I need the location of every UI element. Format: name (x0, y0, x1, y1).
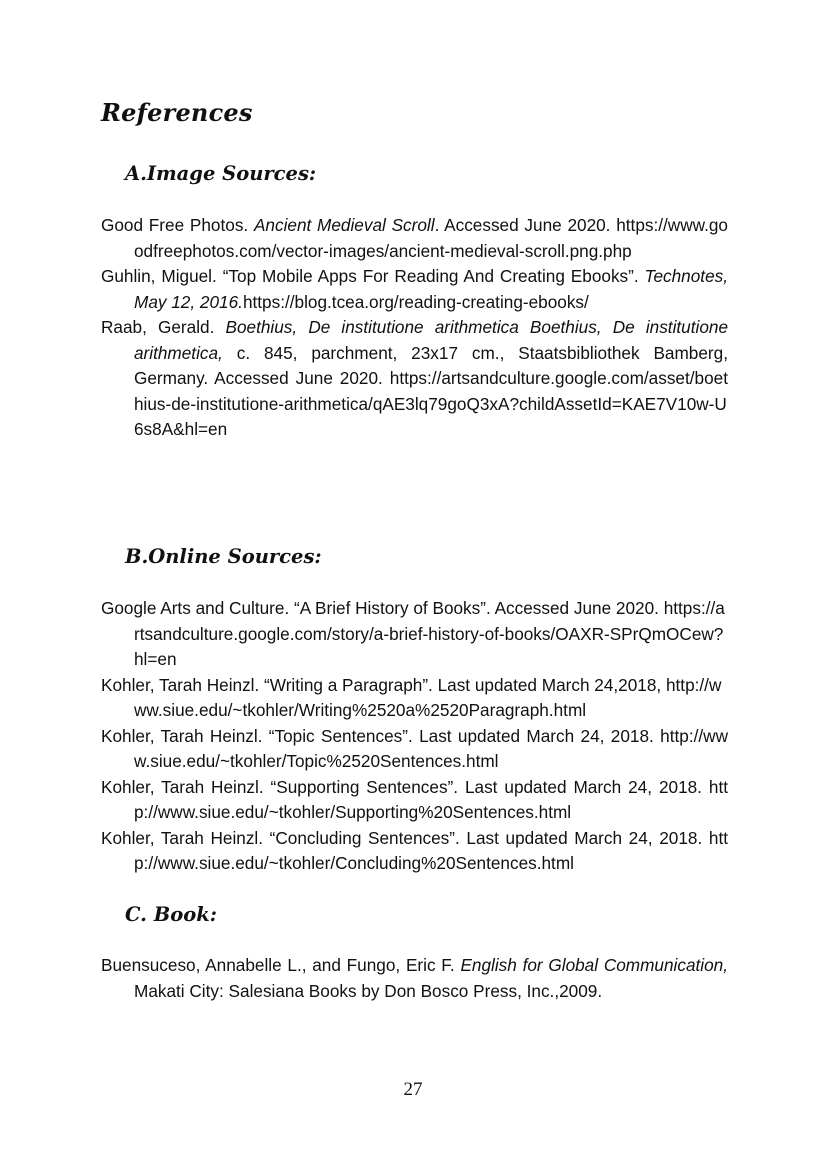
page-number: 27 (403, 1079, 423, 1100)
page-title: References (101, 98, 253, 127)
section-heading-online-sources: B.Online Sources: (125, 545, 322, 568)
reference-url[interactable]: http://www.siue.edu/~tkohler/Concluding%20Sentences.html (134, 827, 728, 873)
reference-entry: Google Arts and Culture. “A Brief History of Books”. Accessed June 2020. https://artsandculture.google.com/story/a-brief-history-of-books/OAXR-SPrQmOCew?hl=en (101, 598, 725, 669)
reference-url[interactable]: https://blog.tcea.org/reading-creating-ebooks/ (242, 291, 589, 312)
reference-entry: Raab, Gerald. Boethius, De institutione arithmetica Boethius, De institutione arithmetica, c. 845, parchment, 23x17 cm., Staatsbibliothek Bamberg, Germany. Accessed June 2020. https://artsandculture.google.com/asset/boethius-de-institutione-arithmetica/qAE3lq79goQ3xA?childAssetId=KAE7V10w-U6s8A&hl=en (101, 317, 728, 439)
section-heading-book: C. Book: (125, 903, 217, 926)
section-heading-image-sources: A.Image Sources: (125, 162, 317, 185)
reference-list-image-sources (101, 213, 728, 443)
reference-entry: Guhlin, Miguel. “Top Mobile Apps For Reading And Creating Ebooks”. Technotes, May 12, 2016.https://blog.tcea.org/reading-creating-ebooks/ (101, 266, 728, 312)
reference-list-book (101, 953, 728, 1004)
reference-entry: Kohler, Tarah Heinzl. “Concluding Sentences”. Last updated March 24, 2018. http://www.siue.edu/~tkohler/Concluding%20Sentences.html (101, 827, 728, 873)
reference-url[interactable]: http://www.siue.edu/~tkohler/Supporting%20Sentences.html (134, 776, 728, 822)
reference-url[interactable]: https://artsandculture.google.com/story/a-brief-history-of-books/OAXR-SPrQmOCew?hl=en (134, 598, 725, 669)
reference-entry: Kohler, Tarah Heinzl. “Writing a Paragraph”. Last updated March 24,2018, http://www.siue.edu/~tkohler/Writing%2520a%2520Paragraph.html (101, 674, 722, 720)
reference-url[interactable]: https://www.goodfreephotos.com/vector-images/ancient-medieval-scroll.png.php (134, 215, 728, 261)
reference-entry: Buensuceso, Annabelle L., and Fungo, Eric F. English for Global Communication, Makati City: Salesiana Books by Don Bosco Press, Inc.,2009. (101, 955, 728, 1001)
reference-entry: Good Free Photos. Ancient Medieval Scroll. Accessed June 2020. https://www.goodfreephotos.com/vector-images/ancient-medieval-scroll.png.php (101, 215, 728, 261)
reference-entry: Kohler, Tarah Heinzl. “Topic Sentences”. Last updated March 24, 2018. http://www.siue.edu/~tkohler/Topic%2520Sentences.html (101, 725, 728, 771)
reference-url[interactable]: http://www.siue.edu/~tkohler/Topic%2520Sentences.html (134, 725, 728, 771)
reference-list-online-sources (101, 596, 728, 877)
reference-entry: Kohler, Tarah Heinzl. “Supporting Sentences”. Last updated March 24, 2018. http://www.siue.edu/~tkohler/Supporting%20Sentences.html (101, 776, 728, 822)
reference-url[interactable]: https://artsandculture.google.com/asset/boethius-de-institutione-arithmetica/qAE3lq79goQ3xA?childAssetId=KAE7V10w-U6s8A&hl=en (134, 368, 728, 439)
reference-url[interactable]: http://www.siue.edu/~tkohler/Writing%2520a%2520Paragraph.html (134, 674, 722, 720)
